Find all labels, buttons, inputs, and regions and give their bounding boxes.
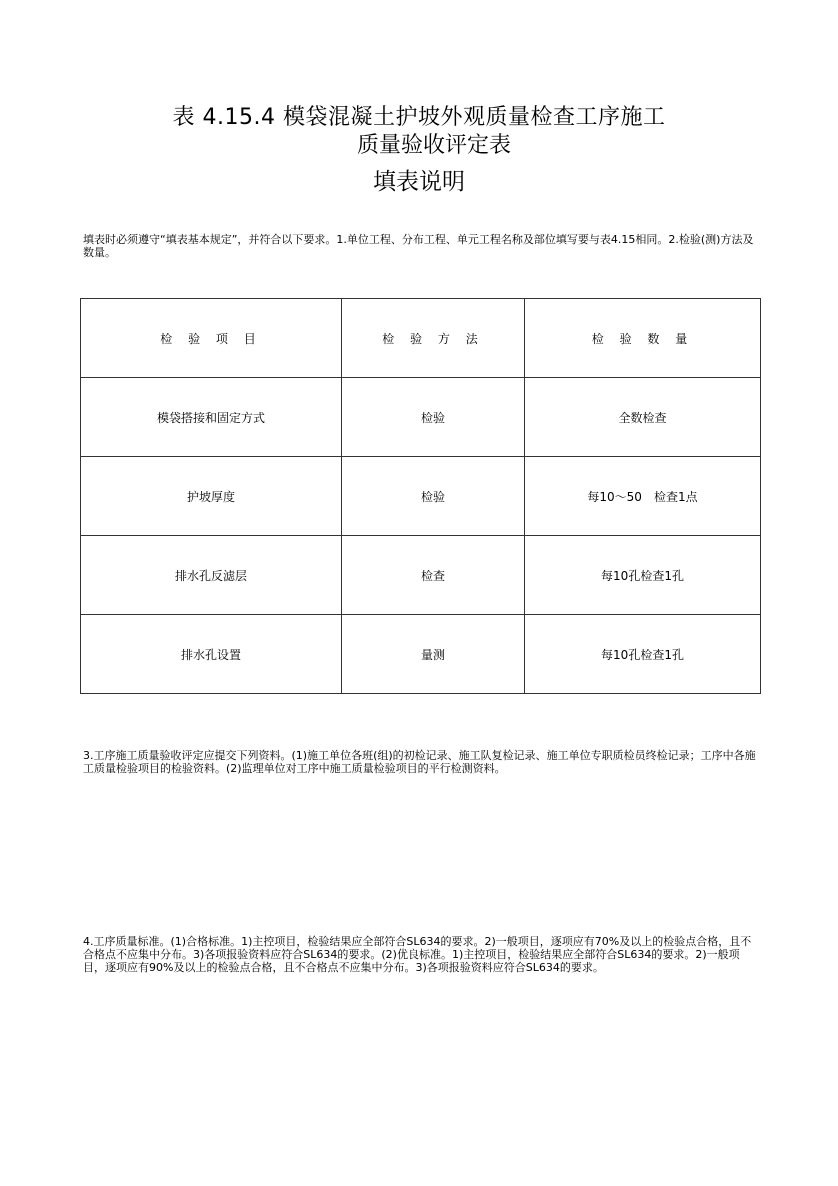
table-row: [81, 536, 761, 615]
instruction-paragraph-3: 3.工序施工质量验收评定应提交下列资料。(1)施工单位各班(组)的初检记录、施工队复检记录、施工单位专职质检员终检记录；工序中各施工质量检验项目的检验资料。(2)监理单位对工序中施工质量检验项目的平行检测资料。: [83, 749, 756, 775]
page-title: 表 4.15.4 模袋混凝土护坡外观质量检查工序施工: [172, 105, 666, 130]
cell-quantity: 每10孔检查1孔: [525, 536, 761, 615]
cell-item: 模袋搭接和固定方式: [81, 378, 342, 457]
cell-quantity: 全数检查: [525, 378, 761, 457]
cell-method: 检查: [342, 536, 525, 615]
header-quantity: 检 验 数 量: [525, 299, 761, 378]
table-row: [81, 615, 761, 694]
table-header-row: [81, 299, 761, 378]
inspection-table: [80, 298, 761, 694]
cell-item: 排水孔反滤层: [81, 536, 342, 615]
table-row: [81, 457, 761, 536]
cell-item: 排水孔设置: [81, 615, 342, 694]
table-row: [81, 378, 761, 457]
page-subtitle: 质量验收评定表: [356, 133, 511, 158]
cell-method: 检验: [342, 457, 525, 536]
header-method: 检 验 方 法: [342, 299, 525, 378]
header-item: 检 验 项 目: [81, 299, 342, 378]
instruction-paragraph-4: 4.工序质量标准。(1)合格标准。1)主控项目，检验结果应全部符合SL634的要求。2)一般项目，逐项应有70%及以上的检验点合格，且不合格点不应集中分布。3)各项报验资料应符合SL634的要求。(2)优良标准。1)主控项目，检验结果应全部符合SL634的要求。2)一般项目，逐项应有90%及以上的检验点合格，且不合格点不应集中分布。3)各项报验资料应符合SL634的要求。: [83, 935, 752, 974]
section-heading: 填表说明: [373, 169, 465, 195]
cell-method: 检验: [342, 378, 525, 457]
cell-quantity: 每10～50 检查1点: [525, 457, 761, 536]
instruction-paragraph-1: 填表时必须遵守“填表基本规定”，并符合以下要求。1.单位工程、分布工程、单元工程名称及部位填写要与表4.15相同。2.检验(测)方法及数量。: [83, 233, 754, 259]
cell-method: 量测: [342, 615, 525, 694]
cell-quantity: 每10孔检查1孔: [525, 615, 761, 694]
cell-item: 护坡厚度: [81, 457, 342, 536]
